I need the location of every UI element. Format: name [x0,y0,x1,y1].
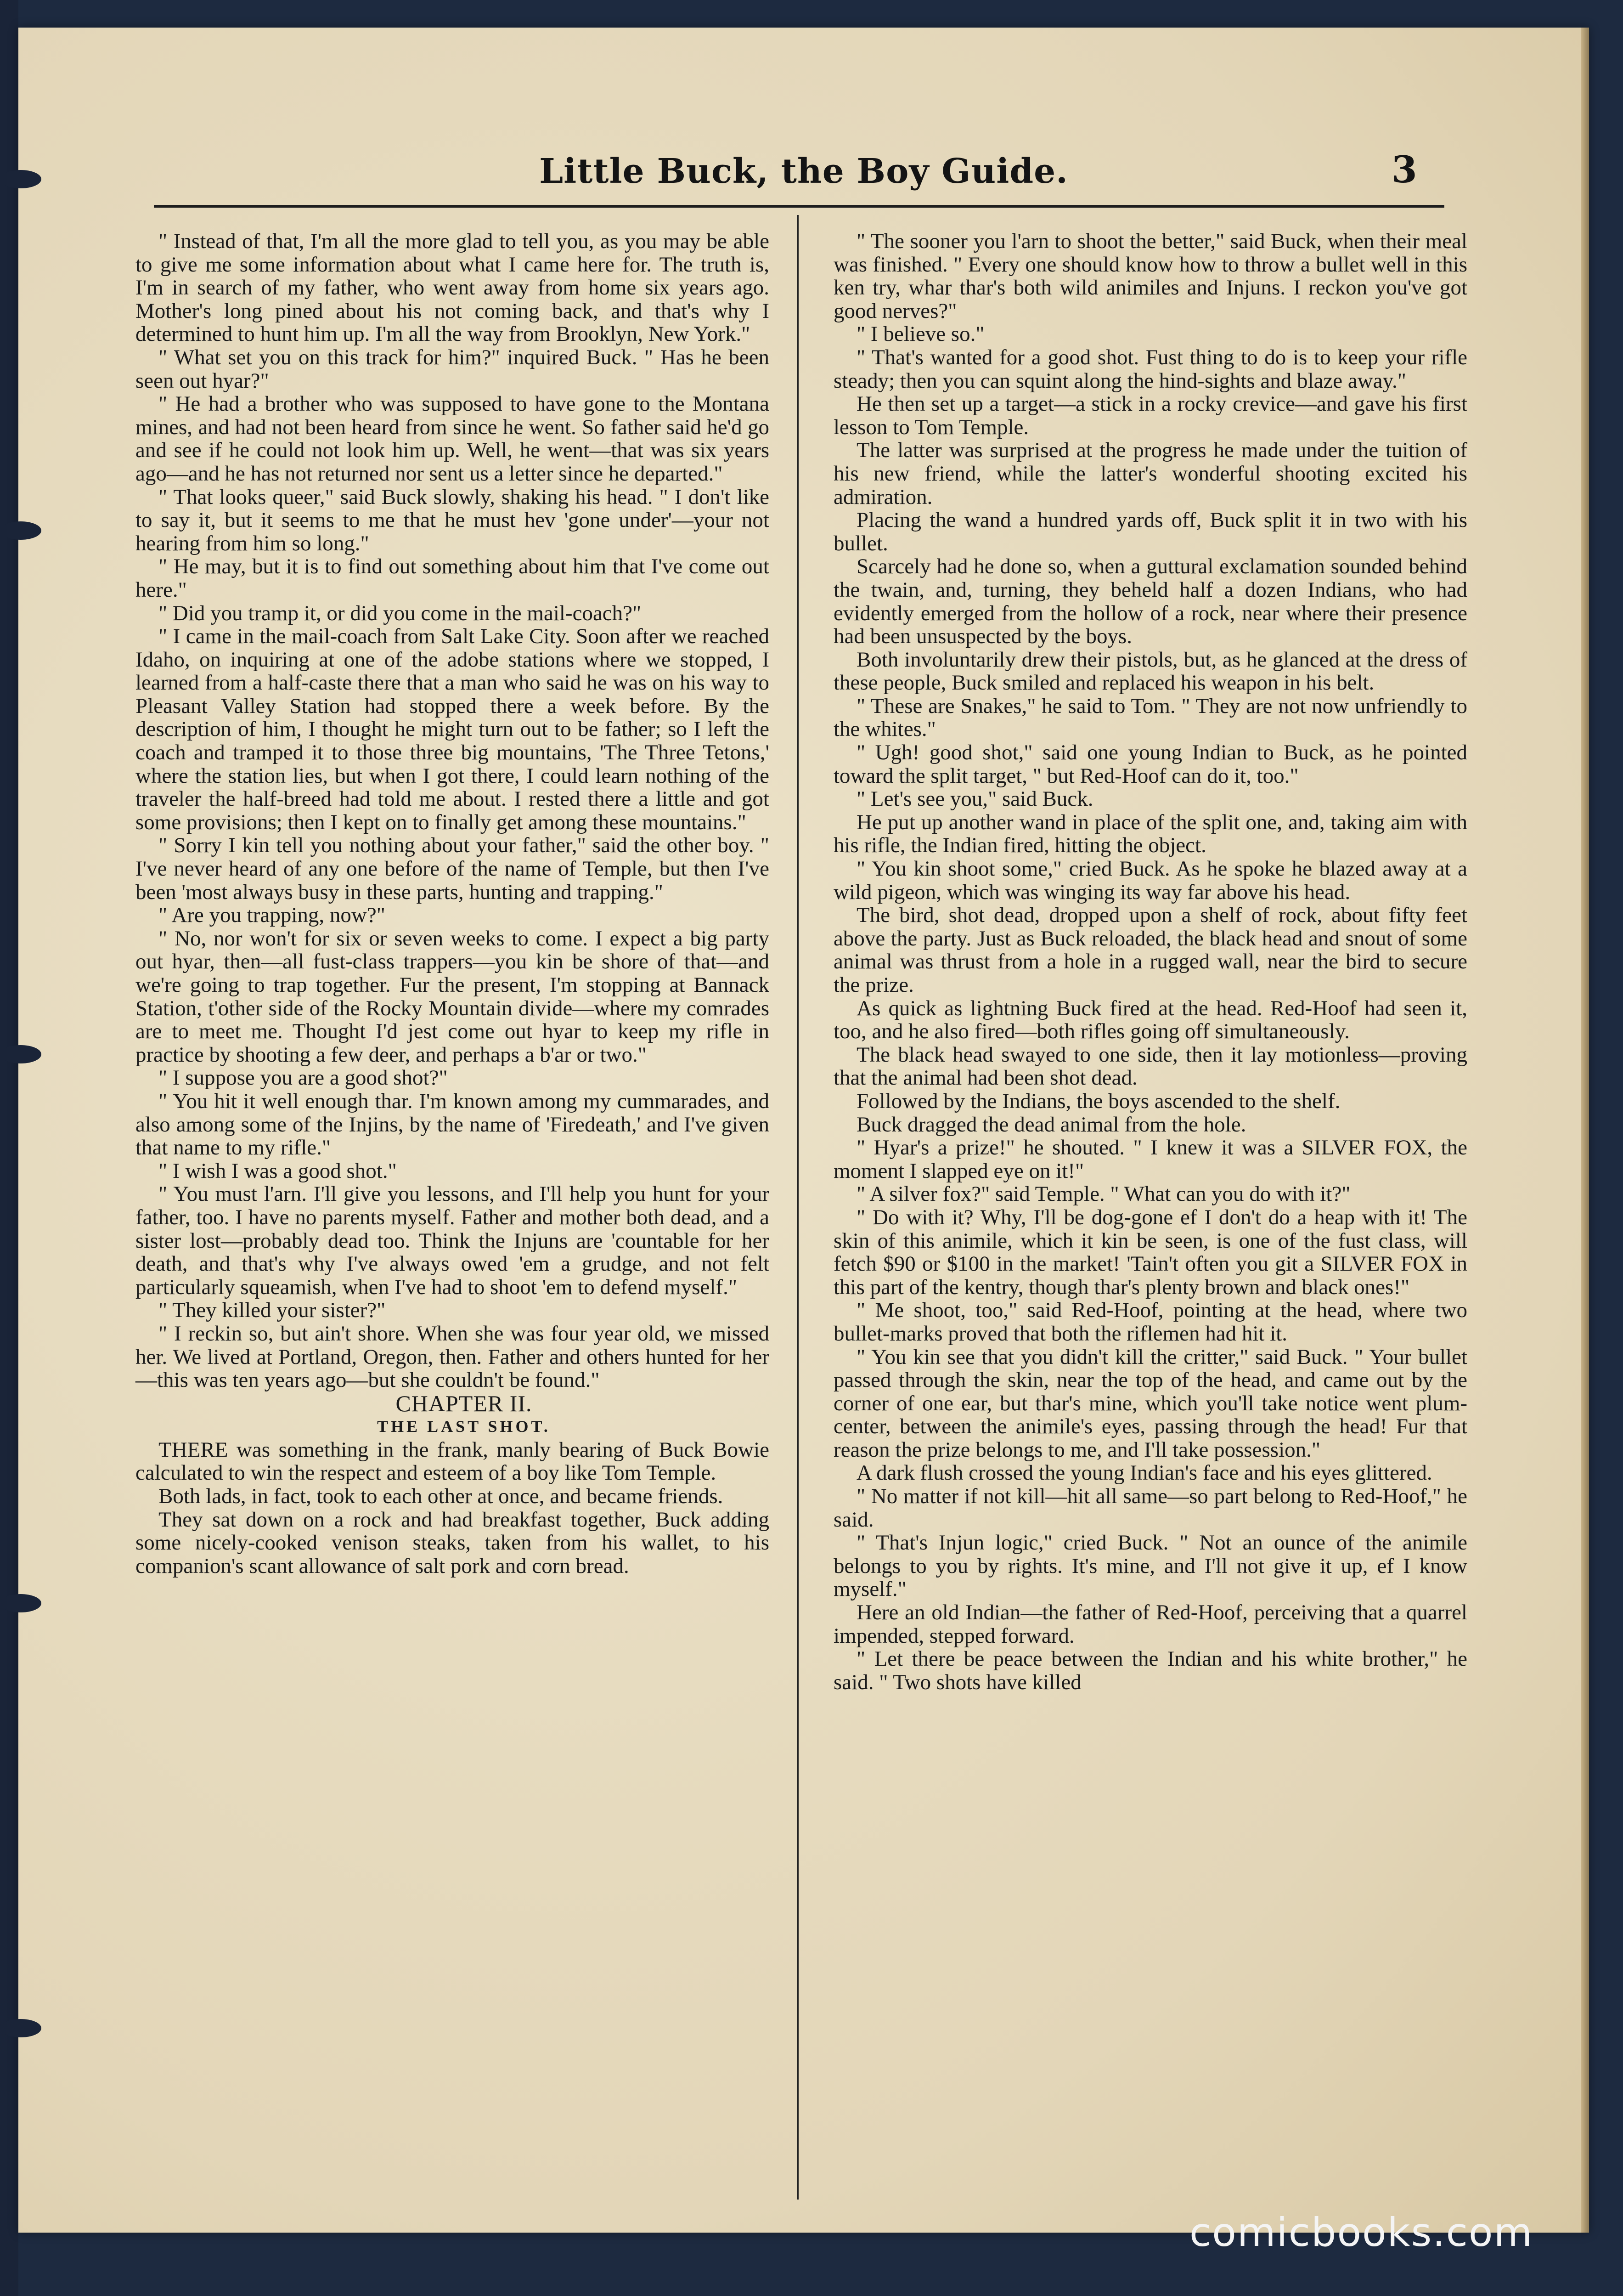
paragraph: Placing the wand a hundred yards off, Buck split it in two with his bullet. [834,508,1467,555]
paragraph: The latter was surprised at the progress he made under the tuition of his new friend, while the latter's wonderful shooting excited his admiration. [834,438,1467,509]
binding-hole [0,521,41,540]
watermark: comicbooks.com [1189,2210,1533,2256]
paragraph: Scarcely had he done so, when a guttural exclamation sounded behind the twain, and, turning, they beheld half a dozen Indians, who had evidently emerged from the hollow of a rock, near where their presence had been unsuspected by the boys. [834,554,1467,649]
paragraph: " That looks queer," said Buck slowly, shaking his head. " I don't like to say it, but it seems to me that he must hev 'gone under'—your not hearing from him so long." [135,485,769,555]
right-column [834,230,1467,1694]
paragraph: " Sorry I kin tell you nothing about your father," said the other boy. " I've never heard of any one before of the name of Temple, but then I've been 'most always busy in these parts, hunting and trapping." [135,833,769,904]
paragraph: " The sooner you l'arn to shoot the better," said Buck, when their meal was finished. " Every one should know how to throw a bullet well in this ken try, whar thar's both wild animiles and Injuns. I reckon you've got good nerves?" [834,229,1467,323]
paragraph: He then set up a target—a stick in a rocky crevice—and gave his first lesson to Tom Temple. [834,392,1467,439]
paragraph: " You must l'arn. I'll give you lessons, and I'll help you hunt for your father, too. I have no parents myself. Father and mother both dead, and a sister lost—probably dead too. Think the Injuns are 'countable for her death, and that's why I've always owed 'em a grudge, and not felt particularly squeamish, when I've had to shoot 'em to defend myself." [135,1182,769,1299]
paragraph: " No matter if not kill—hit all same—so part belong to Red-Hoof," he said. [834,1484,1467,1532]
paragraph: " You kin see that you didn't kill the critter," said Buck. " Your bullet passed through the skin, near the top of the head, and came out by the corner of one ear, but thar's mine, which you'll take notice went plum-center, between the animile's eyes, passing through the head! Fur that reason the prize belongs to me, and I'll take possession." [834,1345,1467,1462]
paragraph: " He had a brother who was supposed to have gone to the Montana mines, and had not been heard from since he went. So father said he'd go and see if he could not look him up. Well, he went—that was six years ago—and he has not returned nor sent us a letter since he departed." [135,392,769,486]
paragraph: Both involuntarily drew their pistols, but, as he glanced at the dress of these people, Buck smiled and replaced his weapon in his belt. [834,647,1467,695]
paragraph: " Instead of that, I'm all the more glad to tell you, as you may be able to give me some information about what I came here for. The truth is, I'm in search of my father, who went away from home six years ago. Mother's long pined about his not coming back, and that's why I determined to hunt him up. I'm all the way from Brooklyn, New York." [135,229,769,346]
paragraph: Buck dragged the dead animal from the hole. [857,1112,1246,1137]
paragraph: " Me shoot, too," said Red-Hoof, pointing at the head, where two bullet-marks proved that both the riflemen had hit it. [834,1298,1467,1346]
paragraph: " Did you tramp it, or did you come in the mail-coach?" [158,601,642,625]
chapter-subtitle: THE LAST SHOT. [377,1417,551,1436]
paragraph: " Do with it? Why, I'll be dog-gone ef I don't do a heap with it! The skin of this animile, which it kin be seen, is one of the fust class, will fetch $90 or $100 in the market! 'Tain't often you git a SILVER FOX in this part of the kentry, though thar's plenty brown and black ones!" [834,1205,1467,1299]
paragraph: Here an old Indian—the father of Red-Hoof, perceiving that a quarrel impended, stepped forward. [834,1600,1467,1648]
chapter-heading: CHAPTER II. [395,1390,532,1416]
paragraph: " That's wanted for a good shot. Fust thing to do is to keep your rifle steady; then you can squint along the hind-sights and blaze away." [834,345,1467,393]
paragraph: The black head swayed to one side, then it lay motionless—proving that the animal had been shot dead. [834,1042,1467,1090]
paragraph: " That's Injun logic," cried Buck. " Not an ounce of the animile belongs to you by rights. It's mine, and I'll not give it up, ef I know myself." [834,1531,1467,1601]
paragraph: He put up another wand in place of the split one, and, taking aim with his rifle, the Indian fired, hitting the object. [834,810,1467,858]
paragraph: " I came in the mail-coach from Salt Lake City. Soon after we reached Idaho, on inquiring at one of the adobe stations where we stopped, I learned from a half-caste there that a man who said he was on his way to Pleasant Valley Station had stopped there a week before. By the description of him, I thought he might turn out to be father; so I left the coach and tramped it to those three big mountains, 'The Three Tetons,' where the station lies, but when I got there, I could learn nothing of the traveler the half-breed had told me about. I rested there a little and got some provisions; then I kept on to finally get among these mountains." [135,624,769,834]
paragraph: The bird, shot dead, dropped upon a shelf of rock, about fifty feet above the party. Just as Buck reloaded, the black head and snout of some animal was thrust from a hole in a rugged wall, near the bird to secure the prize. [834,903,1467,997]
page-number: 3 [1392,148,1417,191]
paragraph: " I wish I was a good shot." [158,1159,397,1183]
column-divider [797,215,799,2200]
binding-hole [0,1594,41,1612]
paragraph: " I believe so." [857,322,985,346]
scan-background-band [0,0,18,2296]
paragraph: " I suppose you are a good shot?" [158,1066,448,1090]
paragraph: A dark flush crossed the young Indian's face and his eyes glittered. [857,1461,1432,1485]
paragraph: " He may, but it is to find out something about him that I've come out here." [135,554,769,602]
page [18,28,1589,2233]
left-column [135,230,769,1578]
paragraph: " A silver fox?" said Temple. " What can you do with it?" [857,1182,1351,1206]
binding-hole [0,2019,41,2037]
paragraph: " Let's see you," said Buck. [857,787,1093,811]
paragraph: " Ugh! good shot," said one young Indian to Buck, as he pointed toward the split target, " but Red-Hoof can do it, too." [834,741,1467,788]
paragraph: Followed by the Indians, the boys ascended to the shelf. [857,1089,1341,1113]
header-rule [154,205,1444,208]
paragraph: " Are you trapping, now?" [158,903,385,927]
paragraph: " Let there be peace between the Indian and his white brother," he said. " Two shots have killed [834,1647,1467,1694]
paragraph: " What set you on this track for him?" inquired Buck. " Has he been seen out hyar?" [135,345,769,393]
binding-hole [0,1045,41,1063]
page-edge [1581,28,1589,2233]
paragraph: " You hit it well enough thar. I'm known among my cummarades, and also among some of the Injins, by the name of 'Firedeath,' and I've given that name to my rifle." [135,1089,769,1160]
paragraph: They sat down on a rock and had breakfast together, Buck adding some nicely-cooked venison steaks, taken from his wallet, to his companion's scant allowance of salt pork and corn bread. [135,1507,769,1578]
paragraph: " They killed your sister?" [158,1298,386,1323]
paragraph: " I reckin so, but ain't shore. When she was four year old, we missed her. We lived at Portland, Oregon, then. Father and others hunted for her—this was ten years ago—but she couldn't be found." [135,1321,769,1392]
running-title: Little Buck, the Boy Guide. [539,152,1068,191]
paragraph: Both lads, in fact, took to each other at once, and became friends. [158,1484,723,1509]
paragraph: " Hyar's a prize!" he shouted. " I knew it was a SILVER FOX, the moment I slapped eye on it!" [834,1136,1467,1183]
paragraph: " You kin shoot some," cried Buck. As he spoke he blazed away at a wild pigeon, which was winging its way far above his head. [834,857,1467,904]
paragraph: " No, nor won't for six or seven weeks to come. I expect a big party out hyar, then—all fust-class trappers—you kin be shore of that—and we're going to trap together. Fur the present, I'm stopping at Bannack Station, t'other side of the Rocky Mountain divide—where my comrades are to meet me. Thought I'd jest come out hyar to keep my rifle in practice by shooting a few deer, and perhaps a b'ar or two." [135,926,769,1067]
paragraph: As quick as lightning Buck fired at the head. Red-Hoof had seen it, too, and he also fired—both rifles going off simultaneously. [834,996,1467,1044]
paragraph: " These are Snakes," he said to Tom. " They are not now unfriendly to the whites." [834,694,1467,741]
paragraph: THERE was something in the frank, manly bearing of Buck Bowie calculated to win the respect and esteem of a boy like Tom Temple. [135,1437,769,1485]
